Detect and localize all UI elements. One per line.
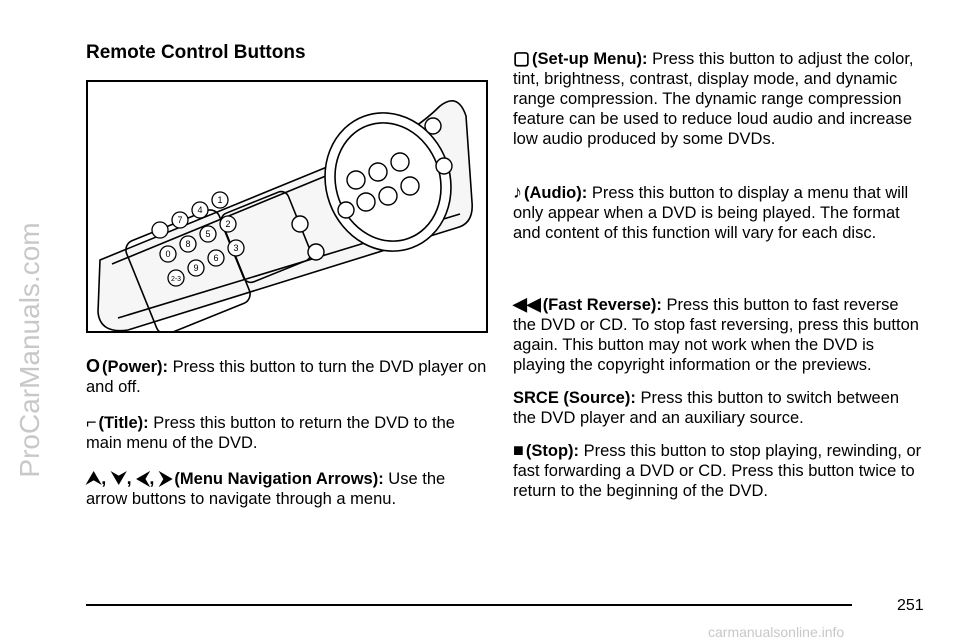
fast-reverse-icon: ◀◀	[513, 294, 541, 314]
section-heading: Remote Control Buttons	[86, 42, 306, 63]
entry-text: Press this button to turn the DVD player on and off.	[86, 358, 487, 396]
page-number: 251	[897, 597, 924, 614]
entry-text: Press this button to stop playing, rewinding, or fast forwarding a DVD or CD. Press this button twice to return to the beginning of the DVD.	[513, 442, 922, 500]
entry-text: Use the arrow buttons to navigate through a menu.	[86, 470, 446, 508]
keypad-key-label: 6	[213, 253, 219, 263]
keypad-key-label: 8	[185, 239, 191, 249]
entry-term: (Fast Reverse):	[542, 296, 662, 314]
footer-rule	[86, 604, 852, 606]
stop-icon: ■	[513, 440, 524, 460]
entry-power	[86, 356, 490, 397]
arrow-keys-icon: ⮝, ⮟, ⮜, ⮞	[86, 468, 173, 488]
entry-stop	[513, 440, 923, 501]
entry-text: Press this button to return the DVD to the main menu of the DVD.	[86, 414, 455, 452]
entry-setup-menu	[513, 48, 923, 149]
entry-source	[513, 388, 923, 428]
keypad-key-label: 3	[233, 243, 239, 253]
entry-term: (Set-up Menu):	[532, 50, 648, 68]
remote-control-figure	[86, 80, 488, 333]
side-watermark	[10, 60, 50, 640]
keypad-key-label: 7	[177, 215, 183, 225]
entry-navigation-arrows	[86, 468, 490, 509]
keypad-key-label: 2-3	[170, 276, 182, 283]
entry-text: Press this button to fast reverse the DVD or CD. To stop fast reversing, press this button again. This button may not work when the DVD is playing the copyright information or the previews.	[513, 296, 919, 374]
entry-term: (Menu Navigation Arrows):	[174, 470, 384, 488]
entry-term: (Title):	[98, 414, 149, 432]
side-watermark-text: ProCarManuals.com	[14, 222, 45, 478]
remote-control-illustration	[88, 82, 486, 331]
keypad-key-label: 9	[193, 263, 199, 273]
entry-fast-reverse	[513, 294, 923, 375]
keypad-key-label: 1	[217, 195, 223, 205]
entry-text: Press this button to display a menu that will only appear when a DVD is being played. The format and content of this function will vary for each disc.	[513, 184, 909, 242]
bottom-watermark: carmanualsonline.info	[708, 624, 845, 640]
setup-menu-icon: ▢	[513, 48, 531, 68]
entry-text: Press this button to switch between the DVD player and an auxiliary source.	[513, 389, 900, 427]
entry-term: SRCE (Source):	[513, 389, 636, 407]
keypad-key-label: 0	[165, 249, 171, 259]
keypad-key-label: 5	[205, 229, 211, 239]
keypad-key-label: 2	[225, 219, 231, 229]
entry-term: (Power):	[102, 358, 169, 376]
audio-icon: ♪	[513, 182, 522, 202]
entry-title	[86, 412, 490, 453]
entry-text: Press this button to adjust the color, tint, brightness, contrast, display mode, and dynamic range compression. The dynamic range compression feature can be used to reduce loud audio and increase low audio produced by some DVDs.	[513, 50, 914, 148]
entry-audio	[513, 182, 923, 243]
keypad-key-label: 4	[197, 205, 203, 215]
entry-term: (Audio):	[524, 184, 588, 202]
power-icon: O	[86, 356, 101, 376]
title-icon: ⌐	[86, 412, 97, 432]
entry-term: (Stop):	[525, 442, 580, 460]
